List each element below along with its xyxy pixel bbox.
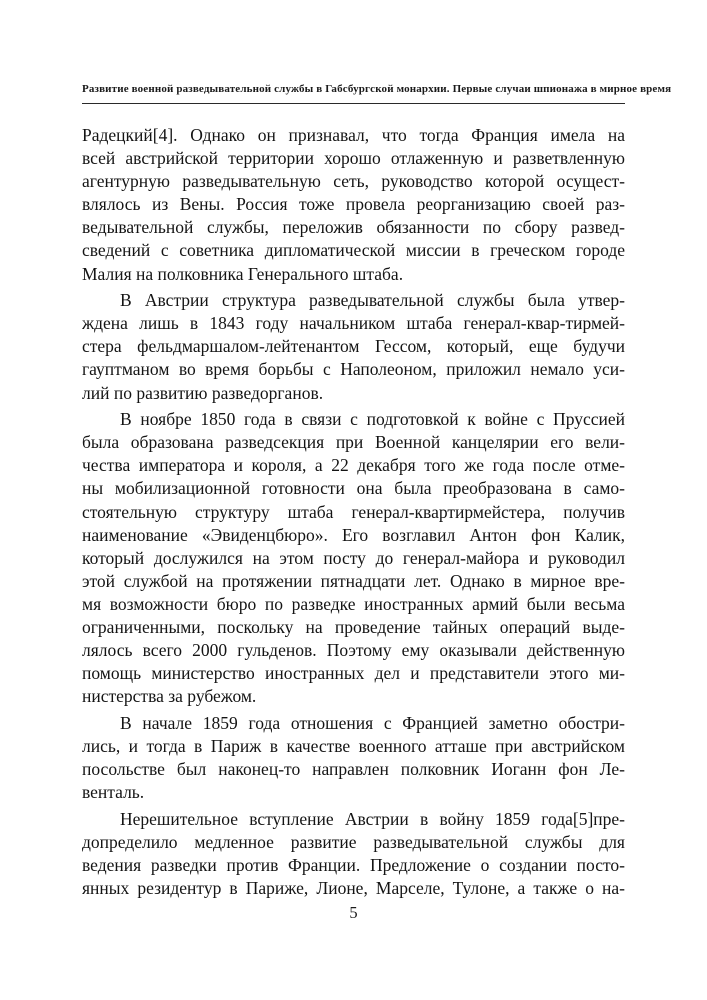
text-line: агентурную разведывательную сеть, руководство которой осущест- bbox=[82, 171, 625, 192]
text-line: помощь министерство иностранных дел и представители этого ми- bbox=[82, 663, 625, 684]
paragraph bbox=[82, 124, 625, 286]
running-head: Развитие военной разведывательной службы в Габсбургской монархии. Первые случаи шпионажа в мирное время bbox=[82, 83, 672, 95]
text-line: гауптманом во время борьбы с Наполеоном, приложил немало уси- bbox=[82, 359, 625, 380]
text-line: нистерства за рубежом. bbox=[82, 686, 257, 707]
paragraph bbox=[82, 808, 625, 900]
text-line: Малия на полковника Генерального штаба. bbox=[82, 263, 404, 284]
paragraph bbox=[82, 712, 625, 804]
text-line: влялось из Вены. Россия тоже провела реорганизацию своей раз- bbox=[82, 194, 625, 215]
text-line: В ноябре 1850 года в связи с подготовкой к войне с Пруссией bbox=[120, 409, 625, 430]
page-number: 5 bbox=[349, 903, 358, 922]
text-line: венталь. bbox=[82, 782, 145, 803]
text-line: лялось всего 2000 гульденов. Поэтому ему оказывали действенную bbox=[82, 640, 625, 661]
header-rule bbox=[82, 103, 625, 104]
text-line: ведения разведки против Франции. Предложение о создании посто- bbox=[82, 854, 625, 875]
text-line: стоятельную структуру штаба генерал-квартирмейстера, получив bbox=[82, 501, 625, 522]
text-line: посольстве был наконец-то направлен полковник Иоганн фон Ле- bbox=[82, 759, 625, 780]
text-line: который дослужился на этом посту до генерал-майора и руководил bbox=[82, 547, 625, 568]
text-line: мя возможности бюро по разведке иностранных армий были весьма bbox=[82, 593, 625, 614]
text-line: ограниченными, поскольку на проведение тайных операций выде- bbox=[82, 616, 625, 637]
paragraph bbox=[82, 289, 625, 404]
text-line: Нерешительное вступление Австрии в войну 1859 года[5]пре- bbox=[120, 808, 625, 829]
text-line: всей австрийской территории хорошо отлаженную и разветвленную bbox=[82, 148, 625, 169]
page-body bbox=[82, 124, 625, 900]
text-line: сведений с советника дипломатической миссии в греческом городе bbox=[82, 240, 625, 261]
text-line: В Австрии структура разведывательной службы была утвер- bbox=[120, 290, 625, 311]
text-line: Радецкий[4]. Однако он признавал, что тогда Франция имела на bbox=[82, 125, 625, 145]
text-line: стера фельдмаршалом-лейтенантом Гессом, который, еще будучи bbox=[82, 336, 625, 357]
text-line: была образована разведсекция при Военной канцелярии его вели- bbox=[82, 432, 625, 453]
text-line: ведывательной службы, переложив обязанности по сбору развед- bbox=[82, 217, 625, 238]
text-line: ны мобилизационной готовности она была преобразована в само- bbox=[82, 478, 625, 499]
text-line: наименование «Эвиденцбюро». Его возглавил Антон фон Калик, bbox=[82, 524, 625, 545]
text-line: чества императора и короля, а 22 декабря того же года после отме- bbox=[82, 455, 625, 476]
text-line: лий по развитию разведорганов. bbox=[82, 382, 324, 403]
text-line: лись, и тогда в Париж в качестве военного атташе при австрийском bbox=[82, 735, 625, 756]
text-line: этой службой на протяжении пятнадцати лет. Однако в мирное вре- bbox=[82, 570, 625, 591]
text-line: допределило медленное развитие разведывательной службы для bbox=[82, 831, 625, 852]
text-line: ждена лишь в 1843 году начальником штаба генерал-квар-тирмей- bbox=[82, 313, 625, 334]
paragraph bbox=[82, 408, 625, 708]
text-line: В начале 1859 года отношения с Францией заметно обостри- bbox=[120, 712, 625, 733]
text-line: янных резидентур в Париже, Лионе, Марселе, Тулоне, а также о на- bbox=[82, 878, 625, 898]
